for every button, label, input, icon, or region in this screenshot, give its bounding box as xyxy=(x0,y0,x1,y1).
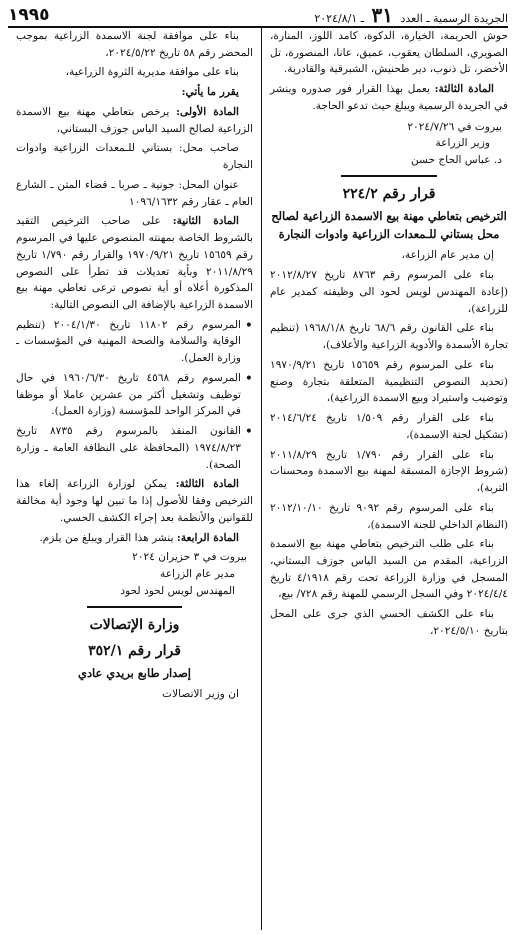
recital: بناء على القرار رقم ١/٧٩٠ تاريخ ٢٠١١/٨/٢٩ (شروط الإجازة المسبقة لمهنة بيع الاسمدة ومحسنات التربة)، xyxy=(270,448,508,495)
article-label: المادة الثالثة: xyxy=(434,83,494,96)
recital: بناء على القرار رقم ١/٥٠٩ تاريخ ٢٠١٤/٦/٢٤ (تشكيل لجنة الاسمدة)، xyxy=(270,412,508,441)
signature-block xyxy=(270,119,508,169)
signature-title: وزير الزراعة xyxy=(435,137,490,150)
gazette-name: الجريدة الرسمية ـ العدد xyxy=(400,12,508,25)
signature-block xyxy=(16,549,253,599)
decides-line: يقرر ما يأتي: xyxy=(181,86,239,99)
signature-name: د. عباس الحاج حسن xyxy=(410,154,502,167)
article-text: يرخص بتعاطي مهنة بيع الاسمدة الزراعية لصالح السيد الياس جوزف البستاني، xyxy=(16,105,253,135)
signature-date: بيروت في ٢٠٢٤/٧/٢٦ xyxy=(407,120,502,133)
page-number: ١٩٩٥ xyxy=(8,5,50,25)
article-label: المادة الثالثة: xyxy=(175,478,239,491)
decision-number: قرار رقم ٢٢٤/٢ xyxy=(342,185,436,202)
decision-number: قرار رقم ٣٥٢/١ xyxy=(88,642,181,659)
article-label: المادة الرابعة: xyxy=(176,531,239,544)
article-text: ينشر هذا القرار ويبلغ من يلزم. xyxy=(39,531,174,544)
article-text: على صاحب الترخيص التقيد بالشروط الخاصة بمهنته المنصوص عليها في المرسوم رقم ١٥٦٥٩ تاريخ ١٩٧٠/٩/٢١ والقرار رقم ١/٧٩٠ تاريخ ٢٠١١/٨/٢٩ وبأية تعديلات قد تطرأ على النصوص المذكورة أعلاه أو أية نصوص ترعى تعاطي مهنة بيع الاسمدة الزراعية بالإضافة الى النصوص التالية: xyxy=(16,215,253,312)
article-text: يمكن لوزارة الزراعة إلغاء هذا الترخيص وفقا للأصول إذا ما تبين لها وجود أية مخالفة للقوانين والأنظمة بعد إجراء الكشف الحسي. xyxy=(16,478,253,524)
shop-owner: صاحب محل: بستاني للـمعدات الزراعية وادوات النجارة xyxy=(16,142,253,172)
left-column xyxy=(16,28,262,930)
list-item: • المرسوم رقم ١١٨٠٢ تاريخ ٢٠٠٤/١/٣٠ (تنظيم الوقاية والسلامة والصحة المهنية في المؤسسات ـ وزارة العمل). xyxy=(16,317,241,367)
recital: بناء على القانون رقم ٦٨/٦ تاريخ ١٩٦٨/١/٨ (تنظيم تجارة الأسمدة والأدوية الزراعية والأعلاف)، xyxy=(270,322,508,352)
recital: بناء على موافقة لجنة الاسمدة الزراعية بموجب المحضر رقم ٥٨ تاريخ ٢٠٢٤/٥/٢٢، xyxy=(16,30,253,59)
recital: بناء على موافقة مديرية الثروة الزراعية، xyxy=(65,66,239,79)
recital: بناء على المرسوم رقم ١٥٦٥٩ تاريخ ١٩٧٠/٩/٢١ (تحديد النصوص التنظيمية المتعلقة بتجارة وصنع وتوضيب واستيراد وبيع الاسمدة الزراعية)، xyxy=(270,358,508,405)
article-1 xyxy=(16,104,253,137)
article-3-prev xyxy=(270,81,508,114)
issue-date: ـ ٢٠٢٤/٨/١ xyxy=(314,12,364,25)
decision-intro: إن مدير عام الزراعة، xyxy=(401,249,494,262)
recital: بناء على طلب الترخيص بتعاطي مهنة بيع الاسمدة الزراعية، المقدم من السيد الياس جوزف البستاني، المسجل في وزارة الزراعة تحت رقم ٤/١٩١٨ تاريخ ٢٠٢٤/٤/٤ وفي السجل الرسمي للمهنة رقم ٧٢٨/ بيع، xyxy=(270,538,509,601)
decision-intro: ان وزير الاتصالات xyxy=(162,687,239,700)
list-item: • المرسوم رقم ٤٥٦٨ تاريخ ١٩٦٠/٦/٣٠ في حال توظيف وتشغيل أكثر من عشرين عاملا أو موظفا في المركز الواحد للمؤسسة (وزارة العمل). xyxy=(16,370,241,420)
separator xyxy=(87,606,182,608)
list-item: • القانون المنفذ بالمرسوم رقم ٨٧٣٥ تاريخ ١٩٧٤/٨/٢٣ (المحافظة على النظافة العامة ـ وزارة الصحة). xyxy=(16,423,241,473)
signature-title: مدير عام الزراعة xyxy=(160,568,235,581)
decision-title: الترخيص بتعاطي مهنة بيع الاسمدة الزراعية لصالح محل بستاني للـمعدات الزراعية وادوات النجارة xyxy=(271,208,507,242)
regulations-list xyxy=(16,317,253,474)
signature-name: المهندس لويس لحود لحود xyxy=(120,584,235,597)
right-column xyxy=(262,28,508,930)
page-header xyxy=(8,0,508,28)
ministry-heading: وزارة الإتصالات xyxy=(89,616,180,633)
article-text: يعمل بهذا القرار فور صدوره وينشر في الجريدة الرسمية ويبلغ حيث تدعو الحاجة. xyxy=(270,83,508,112)
previous-decision-tail: حوش الحريمة، الخيارة، الدكوة، كامد اللوز، المنارة، الصويري، السلطان يعقوب، عميق، عانا، المنصورة، تل الأخضر، تل ذنوب، دير طحنيش، الشبرقية والقادرية. xyxy=(270,30,508,76)
article-4 xyxy=(16,530,253,547)
signature-date: بيروت في ٣ حزيران ٢٠٢٤ xyxy=(132,551,247,564)
issue-number: ٣١ xyxy=(371,3,393,27)
separator xyxy=(341,175,436,177)
shop-address: عنوان المحل: جونية ـ صربا ـ قضاء المتن ـ الشارع العام ـ عقار رقم ١٠٩٦/١٦٣٢ xyxy=(16,178,253,208)
article-2 xyxy=(16,213,253,313)
article-label: المادة الثانية: xyxy=(172,215,239,228)
header-title-group xyxy=(314,3,508,27)
recital: بناء على المرسوم رقم ٨٧٦٣ تاريخ ٢٠١٢/٨/٢٧ (إعادة المهندس لويس لحود الى وظيفته كمدير عام للزراعة)، xyxy=(270,269,508,315)
recital: بناء على الكشف الحسي الذي جرى على المحل بتاريخ ٢٠٢٤/٥/١٠، xyxy=(270,608,508,637)
recital: بناء على المرسوم رقم ٩٠٩٢ تاريخ ٢٠١٢/١٠/١٠ (النظام الداخلي للجنة الاسمدة)، xyxy=(270,501,508,531)
article-label: المادة الأولى: xyxy=(176,105,239,118)
columns xyxy=(8,28,508,930)
decision-title: إصدار طابع بريدي عادي xyxy=(78,665,191,680)
article-3 xyxy=(16,476,253,526)
